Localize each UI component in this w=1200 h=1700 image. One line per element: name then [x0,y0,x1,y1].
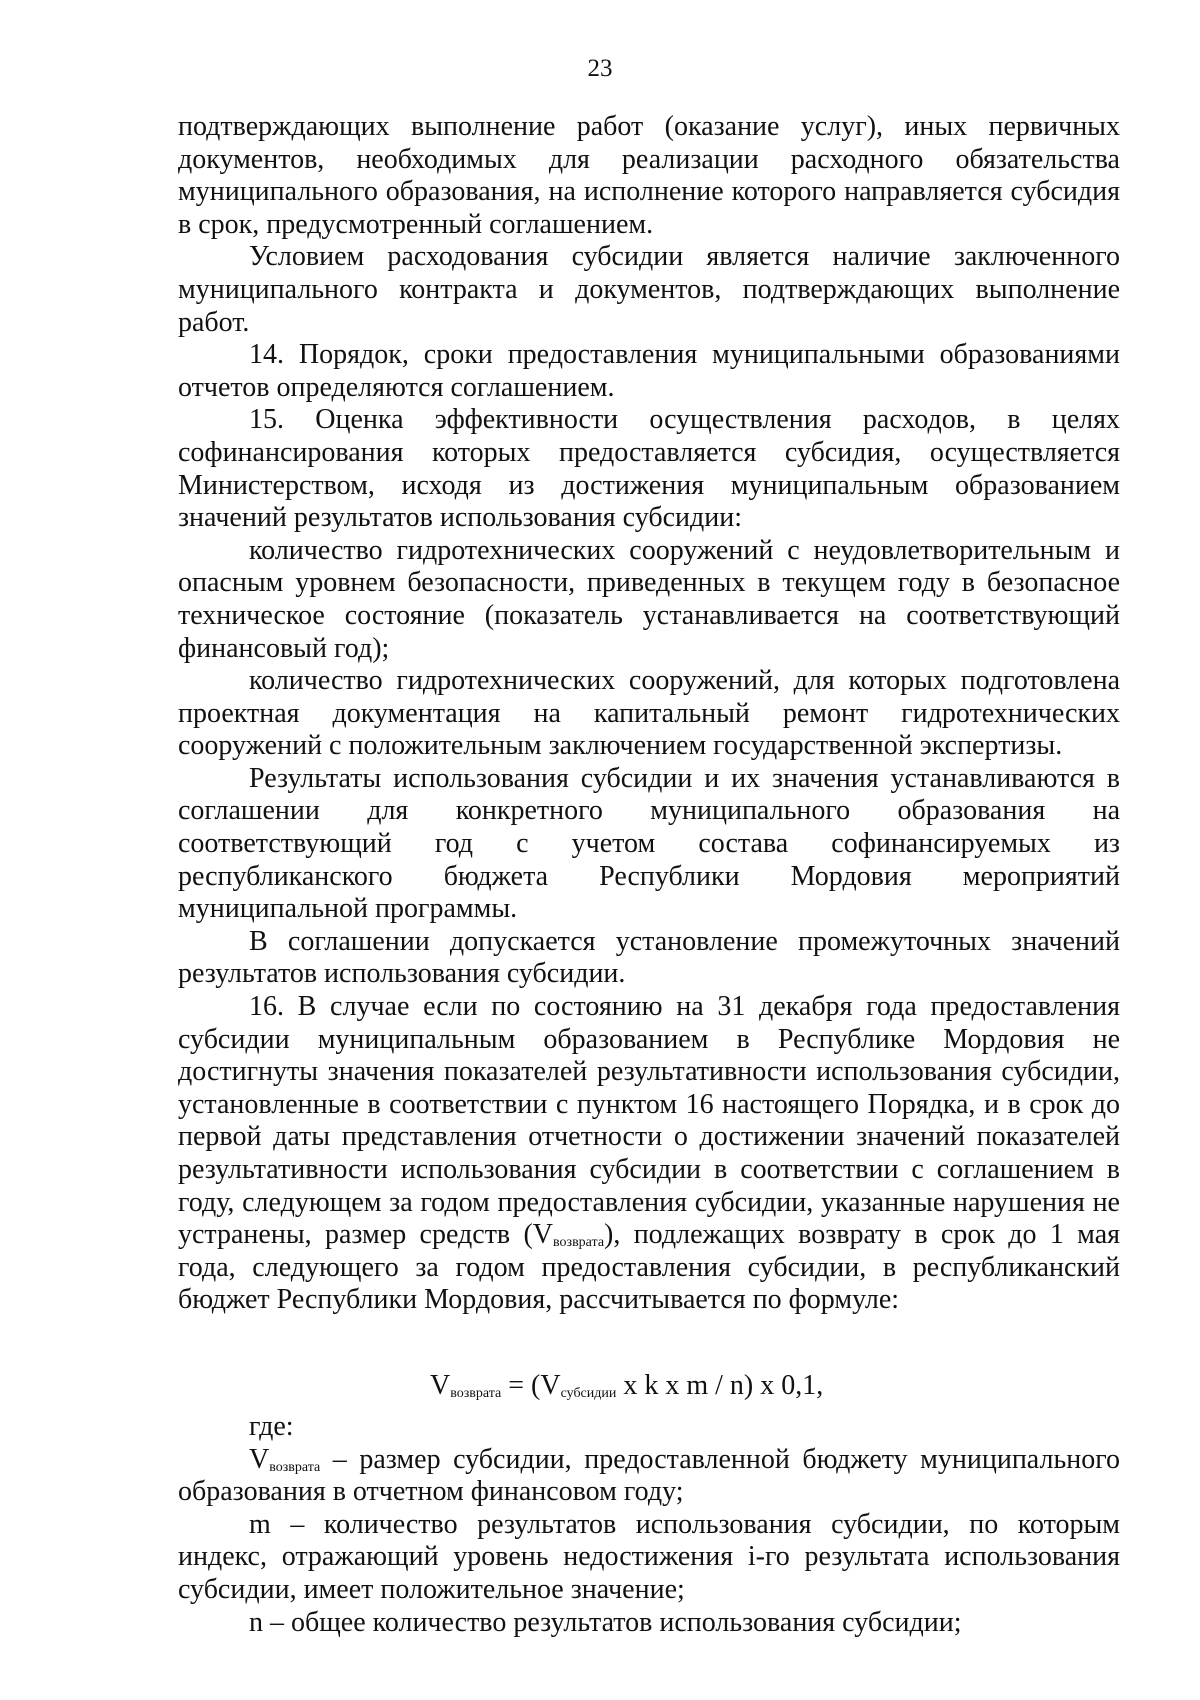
paragraph-16-text-start: 16. В случае если по состоянию на 31 декабря года предоставления субсидии муниципальным образованием в Республике Мордовия не достигнуты значения показателей результативности использования субсидии, установленные в соответствии с пунктом 16 настоящего Порядка, и в срок до первой даты представления отчетности о достижении значений показателей результативности использования субсидии в соответствии с соглашением в году, следующем за годом предоставления субсидии, указанные нарушения не устранены, размер средств (V [178,991,1120,1251]
result-item-1: количество гидротехнических сооружений с неудовлетворительным и опасным уровнем безопасности, приведенных в текущем году в безопасное техническое состояние (показатель устанавливается на соответствующий финансовый год); [178,534,1120,664]
page-number: 23 [587,55,613,82]
paragraph-14: 14. Порядок, сроки предоставления муниципальными образованиями отчетов определяются соглашением. [178,339,1120,403]
formula-lhs-variable: V [430,1369,451,1401]
paragraph-continuation: подтверждающих выполнение работ (оказание услуг), иных первичных документов, необходимых для реализации расходного обязательства муниципального образования, на исполнение которого направляется субсидия в срок, предусмотренный соглашением. [178,111,1120,240]
where-label: где: [249,1410,294,1442]
paragraph-16-subscript: возврата [553,1235,605,1251]
paragraph-16 [178,991,1120,1317]
result-item-2: количество гидротехнических сооружений, для которых подготовлена проектная документация на капитальный ремонт гидротехнических сооружений с положительным заключением государственной экспертизы. [178,665,1120,762]
document-body [178,111,1120,1639]
paragraph-16-text-end: ), подлежащих возврату в срок до 1 мая года, следующего за годом предоставления субсидии, в республиканский бюджет Республики Мордовия, рассчитывается по формуле: [178,1219,1121,1316]
paragraph-15: 15. Оценка эффективности осуществления расходов, в целях софинансирования которых предоставляется субсидия, осуществляется Министерством, исходя из достижения муниципальным образованием значений результатов использования субсидии: [178,404,1120,534]
formula-rhs-subscript: субсидии [560,1385,617,1401]
definition-subscript: возврата [269,1459,321,1475]
formula-equals-open: = (V [501,1369,561,1401]
formula-rhs-rest: x k x m / n) x 0,1, [616,1369,824,1401]
paragraph-intermediate-values: В соглашении допускается установление промежуточных значений результатов использования субсидии. [178,925,1120,990]
return-formula [178,1369,1120,1403]
paragraph-results-values: Результаты использования субсидии и их значения устанавливаются в соглашении для конкретного муниципального образования на соответствующий год с учетом состава софинансируемых из республиканского бюджета Республики Мордовия мероприятий муниципальной программы. [178,762,1120,925]
paragraph-condition: Условием расходования субсидии является наличие заключенного муниципального контракта и документов, подтверждающих выполнение работ. [178,241,1120,338]
definition-variable: V [249,1443,270,1475]
definition-v-return [178,1444,1120,1509]
definition-text: – размер субсидии, предоставленной бюджету муниципального образования в отчетном финансовом году; [178,1443,1120,1508]
definition-m: m – количество результатов использования субсидии, по которым индекс, отражающий уровень недостижения i-го результата использования субсидии, имеет положительное значение; [178,1508,1120,1605]
formula-lhs-subscript: возврата [450,1385,502,1401]
definition-n: n – общее количество результатов использования субсидии; [249,1606,962,1638]
